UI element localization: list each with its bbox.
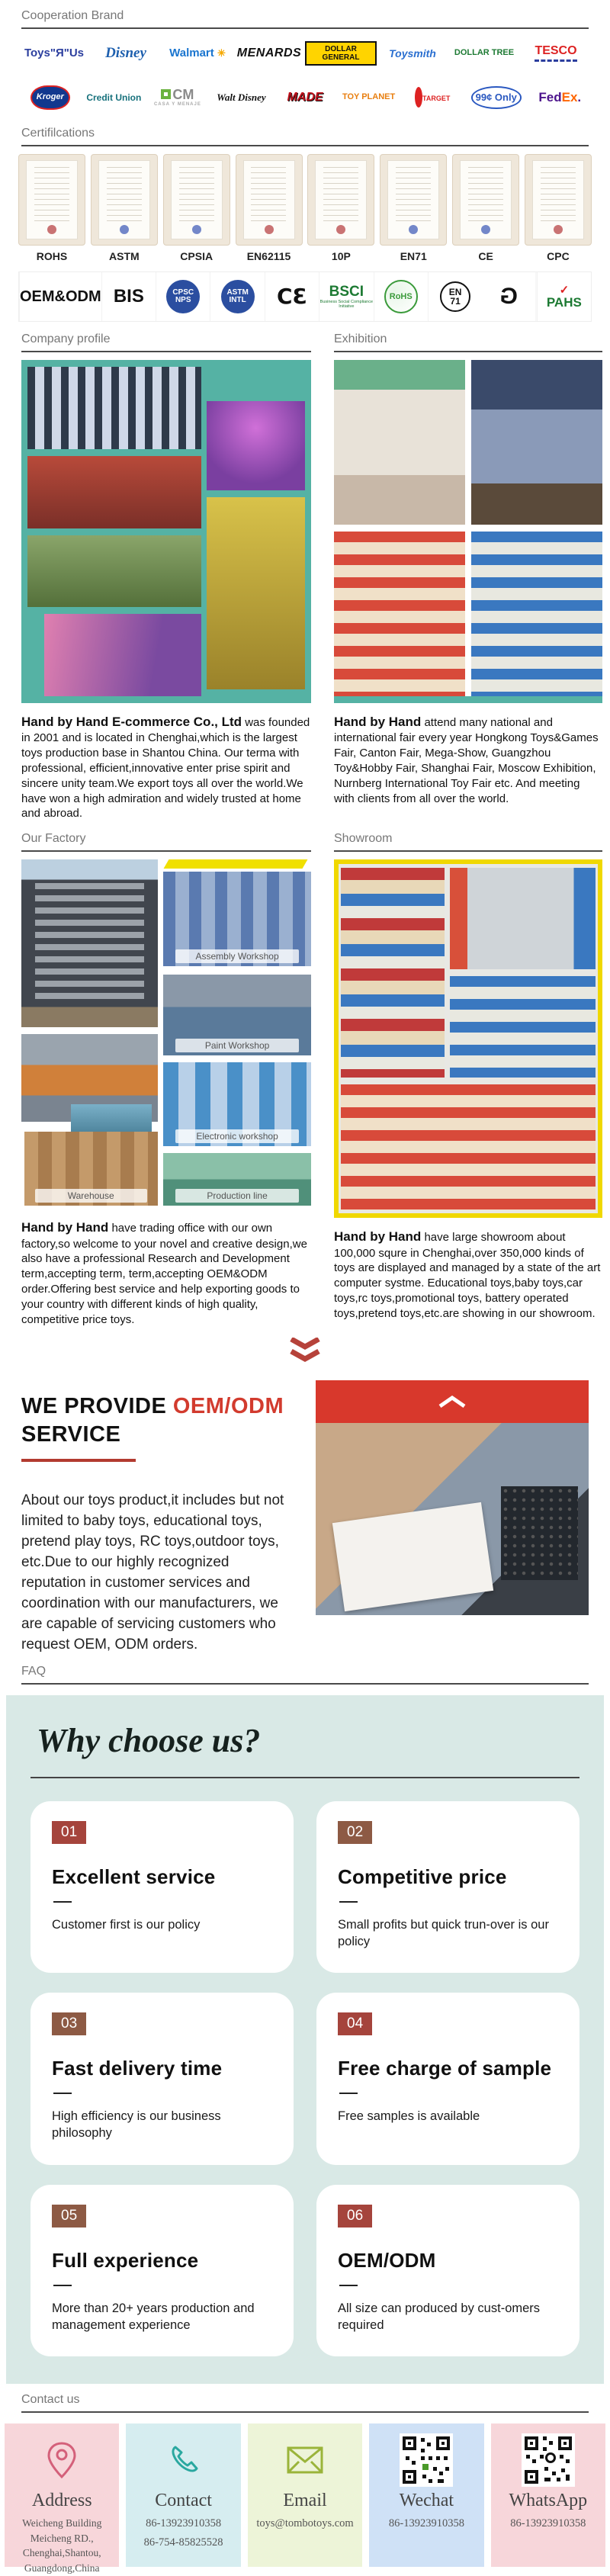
section-divider (334, 351, 602, 352)
showroom-photo-collage (334, 859, 602, 1218)
why-choose-us-heading: Why choose us? (37, 1721, 261, 1759)
assembly-workshop-photo: Assembly Workshop (163, 872, 311, 966)
section-title: FAQ (21, 1664, 47, 1678)
company-profile-text: Hand by Hand E-commerce Co., Ltd was founded in 2001 and is located in Chenghai,which is the largest toys production base in Shantou China. Our terma with professional, efficient,innovative enter prise spirit and sincere unity team.We export toys all over the world.We have won a high admiration and widely trusted at home and abroad. (21, 715, 310, 821)
oem-odm-service-section (21, 1380, 589, 1655)
showroom-aisle-photo (450, 976, 595, 1078)
brand-row-1 (18, 34, 592, 73)
card-description: Small profits but quick trun-over is our policy (338, 1917, 549, 1948)
walmart-spark-icon: ✳ (217, 47, 226, 59)
card-dash (339, 1901, 358, 1903)
card-dash (339, 2285, 358, 2286)
card-number-badge: 01 (52, 1821, 86, 1844)
card-label: Email (283, 2491, 327, 2511)
section-divider (21, 2411, 589, 2413)
office-photo (27, 367, 201, 449)
certifications-section (0, 117, 610, 322)
phone-number-1: 86-13923910358 (146, 2517, 222, 2530)
booth-photo (471, 360, 602, 525)
faq-card-fast-delivery (30, 1993, 294, 2165)
showroom-text: Hand by Hand have large showroom about 100,000 squre in Chenghai,over 350,000 kinds of toys are displayed and managed by a state of the art computer systme. Educational toys,baby toys,car toys,rc toys,promotional toys, battery operated toys,pretend toys,etc.are showing in our showroom. (334, 1229, 601, 1320)
certificate-en62115: EN62115 (236, 154, 303, 262)
teamwork-photo (207, 497, 305, 689)
section-divider (21, 1683, 589, 1685)
tesco-logo: TESCO (520, 45, 592, 62)
wechat-number: 86-13923910358 (388, 2517, 464, 2530)
certificate-ce: CE (452, 154, 519, 262)
card-label: Address (31, 2491, 92, 2511)
red-band (316, 1380, 589, 1423)
certifications-header (21, 117, 589, 146)
company-exhibition-section (21, 322, 602, 821)
bis-mark: BIS (101, 272, 156, 321)
faq-card-full-experience (30, 2185, 294, 2357)
why-choose-us-panel (6, 1695, 604, 2385)
electronic-workshop-photo: Electronic workshop (163, 1062, 311, 1146)
brand-row-2 (18, 78, 592, 117)
factory-text: Hand by Hand have trading office with our own factory,so welcome to your novel and creative design,we also have a professional Research and Development term,accepting term, term,accepting OEM&ODM order.Offering best service and help exporting goods to your country with different kinds of high quality, competitive price toys. (21, 1220, 307, 1326)
wechat-qr-code (400, 2433, 453, 2487)
cooperation-brand-section (0, 0, 610, 117)
target-bullseye-icon (415, 87, 422, 108)
check-icon: ✓ (559, 284, 570, 297)
scroll-divider (0, 1327, 610, 1367)
certificate-row (18, 154, 592, 262)
card-description: Customer first is our policy (52, 1917, 201, 1932)
card-description: High efficiency is our business philosophy (52, 2109, 221, 2141)
showroom-aisle-photo (450, 868, 595, 969)
card-title: Fast delivery time (52, 2057, 223, 2080)
faq-section (0, 1656, 610, 2385)
certificate-10p: 10P (307, 154, 374, 262)
factory-photo-collage (21, 859, 311, 1209)
card-number-badge: 04 (338, 2012, 372, 2035)
whatsapp-number: 86-13923910358 (510, 2517, 586, 2530)
fair-photo (471, 532, 602, 696)
card-dash (339, 2093, 358, 2094)
exhibition-photo-collage (334, 360, 602, 703)
card-label: WhatsApp (509, 2491, 588, 2511)
card-number-badge: 02 (338, 1821, 372, 1844)
section-divider (334, 850, 602, 852)
faq-card-competitive-price (316, 1801, 580, 1974)
cpsc-nps-badge-icon: CPSC NPS (156, 272, 210, 321)
card-number-badge: 06 (338, 2205, 372, 2228)
showroom-wide-photo (341, 1084, 595, 1210)
company-photo-collage (21, 360, 311, 703)
g-mark-icon: G (482, 272, 536, 321)
section-title: Certifilcations (21, 127, 95, 140)
disney-logo: Disney (105, 45, 146, 62)
event-photo (207, 401, 305, 490)
card-title: Competitive price (338, 1865, 507, 1888)
cm-square-icon (161, 89, 171, 99)
chevron-up-icon (437, 1396, 467, 1408)
en71-circle-icon: EN 71 (428, 272, 482, 321)
ce-mark-icon: CƐ (265, 272, 319, 321)
paper-sheet (332, 1502, 493, 1611)
contact-header (21, 2384, 589, 2413)
dollar-general-logo: DOLLAR GENERAL (305, 41, 377, 66)
location-pin-icon (45, 2440, 79, 2480)
whatsapp-card (491, 2423, 605, 2567)
address-lines: Weicheng Building Meicheng RD., Chenghai,Shantou, Guangdong,China (22, 2517, 102, 2574)
certificate-rohs: ROHS (18, 154, 85, 262)
rohs-leaf-icon: RoHS (374, 272, 428, 321)
toysmith-logo: Toysmith (389, 47, 436, 59)
phone-number-2: 86-754-85825528 (143, 2536, 223, 2549)
card-description: Free samples is available (338, 2109, 480, 2124)
faq-header (21, 1656, 589, 1685)
section-divider (21, 351, 311, 352)
chair-texture (501, 1486, 577, 1580)
email-address: toys@tombotoys.com (256, 2517, 354, 2530)
oem-text-column (21, 1380, 296, 1655)
banner-photo (44, 614, 201, 696)
production-line-photo: Production line (163, 1153, 311, 1206)
card-dash (53, 1901, 72, 1903)
teal-bar (334, 696, 602, 703)
phone-card (126, 2423, 240, 2567)
certificate-astm: ASTM (91, 154, 158, 262)
pahs-mark: ✓ PAHS (537, 272, 591, 321)
paint-workshop-photo: Paint Workshop (163, 975, 311, 1055)
outing-photo (27, 535, 201, 608)
phone-icon (166, 2443, 201, 2478)
quality-logos-row (18, 271, 592, 322)
card-description: All size can produced by cust-omers required (338, 2301, 541, 2333)
warehouse-photo: Warehouse (24, 1132, 158, 1205)
faq-card-free-sample (316, 1993, 580, 2165)
email-envelope-icon (285, 2443, 325, 2477)
card-number-badge: 05 (52, 2205, 86, 2228)
section-divider (21, 850, 311, 852)
faq-cards-grid (30, 1801, 580, 2357)
toy-planet-logo: TOY PLANET (342, 92, 396, 102)
section-title: Showroom (334, 832, 393, 846)
wechat-card (369, 2423, 483, 2567)
section-title: Our Factory (21, 832, 86, 846)
card-title: Full experience (52, 2248, 199, 2272)
factory-building-photo (21, 859, 158, 1027)
showroom-shelves-photo (341, 868, 445, 1078)
card-number-badge: 03 (52, 2012, 86, 2035)
certificate-cpc: CPC (525, 154, 592, 262)
section-title: Exhibition (334, 332, 387, 345)
section-title: Company profile (21, 332, 111, 345)
certificate-en71: EN71 (380, 154, 447, 262)
bsci-mark: BSCI Business Social Compliance Initiative (319, 272, 373, 321)
address-card (5, 2423, 119, 2574)
kroger-logo: Kroger (18, 85, 82, 110)
booth-photo (334, 360, 465, 525)
heading-divider (30, 1777, 580, 1778)
walmart-logo: Walmart ✳ (169, 47, 226, 60)
section-title: Cooperation Brand (21, 9, 124, 22)
menards-logo: MENARDS (236, 46, 302, 59)
card-title: Free charge of sample (338, 2057, 552, 2080)
exhibition-text: Hand by Hand attend many national and international fair every year Hongkong Toys&Games Fair, Canton Fair, Mega-Show, Guangzhou Toy&Hobby Fair, Shanghai Fair, Moscow Exhibition, Nurnberg International Toy Fair etc. And meeting with clients from all over the world. (334, 715, 599, 805)
card-label: Contact (155, 2491, 212, 2511)
fair-photo (334, 532, 465, 696)
fedex-logo: FedEx. (538, 90, 582, 105)
red-underline (21, 1459, 136, 1462)
card-dash (53, 2285, 72, 2286)
card-title: OEM/ODM (338, 2248, 436, 2272)
company-profile-column (21, 322, 311, 821)
exhibition-column (334, 322, 602, 821)
cm-logo: CM CASA Y MENAJE (153, 87, 201, 108)
credit-union-logo: Credit Union (86, 92, 142, 103)
team-photo (27, 456, 201, 528)
dollar-tree-logo: DOLLAR TREE (454, 48, 515, 58)
99cents-logo: 99¢ Only (464, 86, 528, 109)
factory-showroom-section (21, 821, 602, 1327)
made-logo: MADE (287, 90, 323, 104)
walt-disney-logo: Walt Disney (217, 92, 266, 104)
section-divider (21, 145, 589, 146)
contact-cards-row (5, 2423, 605, 2574)
toysrus-logo: Toys"Я"Us (24, 47, 85, 60)
oem-title: WE PROVIDE OEM/ODM SERVICE (21, 1394, 284, 1447)
email-card (248, 2423, 362, 2567)
section-divider (21, 27, 589, 29)
showroom-column (334, 821, 602, 1327)
target-logo: TARGET (400, 92, 464, 104)
card-title: Excellent service (52, 1865, 216, 1888)
astm-badge-icon: ASTM INTL (210, 272, 264, 321)
factory-column (21, 821, 311, 1327)
oem-odm-mark: OEM&ODM (19, 272, 101, 321)
card-description: More than 20+ years production and management experience (52, 2301, 255, 2333)
cooperation-brand-header (21, 0, 589, 29)
whatsapp-qr-code (522, 2433, 575, 2487)
faq-card-oem-odm (316, 2185, 580, 2357)
yellow-accent (164, 859, 308, 869)
card-label: Wechat (399, 2491, 454, 2511)
card-dash (53, 2093, 72, 2094)
double-chevron-down-icon (288, 1338, 322, 1363)
oem-paragraph: About our toys product,it includes but not limited to baby toys, educational toys, pretend play toys, RC toys,outdoor toys, etc.Due to our highly recognized reputation in customer services and coordination with our manufacturers, we are capable of servicing customers who request OEM, ODM orders. (21, 1492, 284, 1653)
contact-section (0, 2384, 610, 2574)
oem-photo (316, 1380, 589, 1615)
certificate-cpsia: CPSIA (163, 154, 230, 262)
section-title: Contact us (21, 2393, 80, 2407)
faq-card-excellent-service (30, 1801, 294, 1974)
